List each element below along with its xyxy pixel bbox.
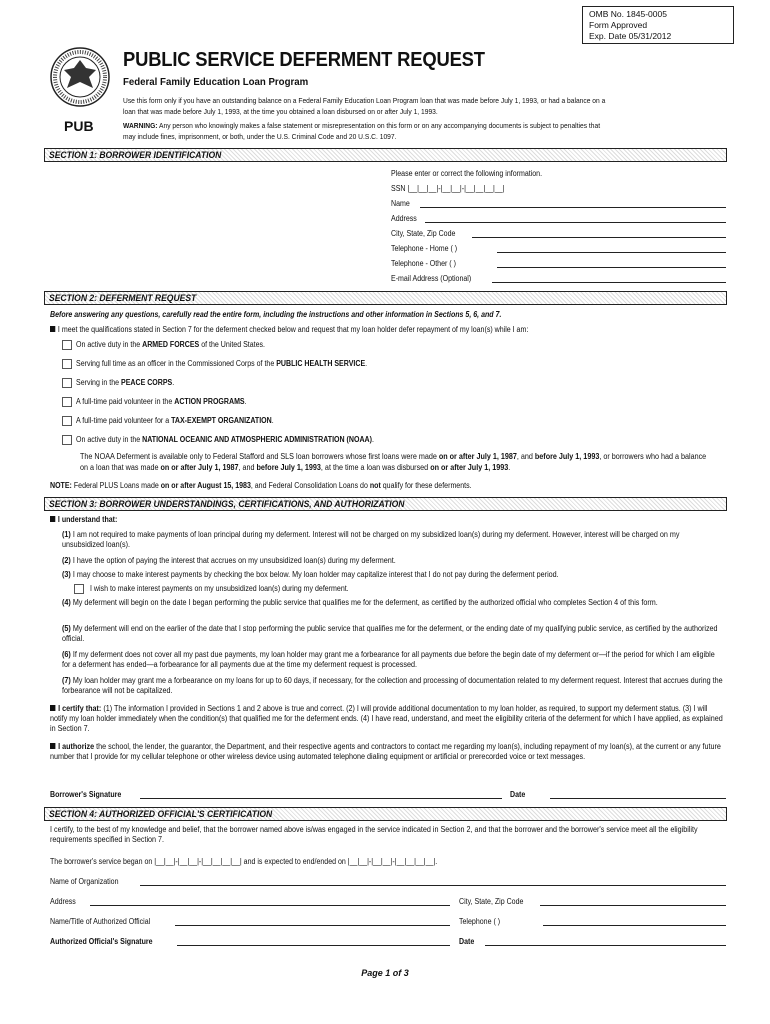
option-peace-corps: Serving in the PEACE CORPS. [76, 378, 175, 387]
section-2-instruction: Before answering any questions, carefully read the entire form, including the instructions and other information in Sections 5, 6, and 7. [50, 310, 502, 319]
official-telephone-label: Telephone ( ) [459, 917, 501, 926]
official-telephone-field[interactable] [543, 925, 726, 926]
understanding-item-5: (5) My deferment will end on the earlier of the date that I stop performing the public service that qualifies me for the deferment, or the ending date of my qualifying public service, as certified by the authorized official. [62, 624, 718, 643]
omb-approved: Form Approved [589, 20, 648, 30]
city-field[interactable] [472, 237, 726, 238]
page-subtitle: Federal Family Education Loan Program [123, 76, 309, 88]
address-label: Address [391, 214, 417, 223]
telephone-other-field[interactable] [497, 267, 726, 268]
armed-forces-checkbox[interactable] [62, 340, 72, 350]
address-field[interactable] [425, 222, 726, 223]
understand-heading: I understand that: [50, 514, 117, 525]
name-field[interactable] [420, 207, 726, 208]
official-date-label: Date [459, 937, 475, 946]
form-code: PUB [64, 118, 94, 134]
official-date-field[interactable] [485, 945, 726, 946]
city-label: City, State, Zip Code [391, 229, 456, 238]
option-tax-exempt: A full-time paid volunteer for a TAX-EXEMPT ORGANIZATION. [76, 416, 274, 425]
borrower-signature-label: Borrower's Signature [50, 790, 122, 799]
omb-box [582, 6, 734, 44]
option-public-health: Serving full time as an officer in the Commissioned Corps of the PUBLIC HEALTH SERVICE. [76, 359, 368, 368]
section-1-header: SECTION 1: BORROWER IDENTIFICATION [44, 148, 727, 162]
name-label: Name [391, 199, 410, 208]
telephone-home-field[interactable] [497, 252, 726, 253]
official-city-field[interactable] [540, 905, 726, 906]
action-programs-checkbox[interactable] [62, 397, 72, 407]
omb-expiration: Exp. Date 05/31/2012 [589, 31, 672, 41]
understanding-item-1: (1) I am not required to make payments of loan principal during my deferment. Interest will not be charged on my subsidized loan(s) during my deferment. However, interest will be charged on my unsubsidized loan(s). [62, 530, 680, 549]
section-2-meet: I meet the qualifications stated in Section 7 for the deferment checked below and request that my loan holder defer repayment of my loan(s) while I am: [50, 324, 528, 335]
bullet-square-icon [50, 516, 55, 522]
official-address-field[interactable] [90, 905, 450, 906]
bullet-square-icon [50, 326, 55, 332]
organization-field[interactable] [140, 885, 726, 886]
organization-label: Name of Organization [50, 877, 119, 886]
noaa-note: The NOAA Deferment is available only to Federal Stafford and SLS loan borrowers whose first loans were made on or after July 1, 1987, and before July 1, 1993, or borrowers who had a balance on a loan that was made on or after July 1, 1987, and before July 1, 1993, at the time a loan was disbursed on or after July 1, 1993. [80, 452, 707, 472]
tax-exempt-checkbox[interactable] [62, 416, 72, 426]
official-signature-field[interactable] [177, 945, 450, 946]
bullet-square-icon [50, 705, 55, 711]
email-field[interactable] [492, 282, 726, 283]
understanding-item-6: (6) If my deferment does not cover all my past due payments, my loan holder may grant me a forbearance for all payments due before the begin date of my deferment or—if the period for which I am eligible for a deferment has ended—a forbearance for all payments due at the time my deferment request is processed. [62, 650, 715, 669]
borrower-date-label: Date [510, 790, 526, 799]
intro-text: Use this form only if you have an outstanding balance on a Federal Family Education Loan Program loan that was made before July 1, 1993, or had a balance on a loan that was made before July 1, 1993, at the time you obtained a loan disbursed on or after July 1, 1993. [123, 96, 606, 116]
borrower-signature-field[interactable] [140, 798, 502, 799]
understanding-item-3: (3) I may choose to make interest payments by checking the box below. My loan holder may capitalize interest that I do not pay during the deferment period. [62, 570, 559, 579]
understanding-item-7: (7) My loan holder may grant me a forbearance on my loans for up to 60 days, if necessary, for the collection and processing of documentation related to my deferment request. Interest that accrues during the forbearance will not be capitalized. [62, 676, 723, 695]
page-title: PUBLIC SERVICE DEFERMENT REQUEST [123, 49, 485, 71]
official-name-title-field[interactable] [175, 925, 450, 926]
interest-payment-label: I wish to make interest payments on my unsubsidized loan(s) during my deferment. [90, 584, 349, 593]
email-label: E-mail Address (Optional) [391, 274, 472, 283]
understanding-item-4: (4) My deferment will begin on the date I began performing the public service that qualifies me for the deferment, as certified by the authorized official who completes Section 4 of this form. [62, 598, 658, 607]
telephone-other-label: Telephone - Other ( ) [391, 259, 456, 268]
ssn-field[interactable]: SSN |__|__|__|-|__|__|-|__|__|__|__| [391, 184, 505, 193]
plus-loans-note: NOTE: Federal PLUS Loans made on or after August 15, 1983, and Federal Consolidation Loans do not qualify for these deferments. [50, 481, 472, 490]
official-address-label: Address [50, 897, 76, 906]
authorize-statement: I authorize the school, the lender, the guarantor, the Department, and their respective agents and contractors to contact me regarding my loan(s), including repayment of my loan(s), at the current or any future number that I provide for my cellular telephone or other wireless device using automated telephone dialing equipment or artificial or prerecorded voice or text messages. [50, 742, 721, 761]
section-1-prompt: Please enter or correct the following information. [391, 169, 543, 178]
option-noaa: On active duty in the NATIONAL OCEANIC AND ATMOSPHERIC ADMINISTRATION (NOAA). [76, 435, 374, 444]
peace-corps-checkbox[interactable] [62, 378, 72, 388]
option-action-programs: A full-time paid volunteer in the ACTION PROGRAMS. [76, 397, 247, 406]
service-dates-field[interactable]: The borrower's service began on |__|__|-|__|__|-|__|__|__|__| and is expected to end/ended on |__|__|-|__|__|-|__|__|__|__|. [50, 857, 438, 866]
department-seal-icon [49, 46, 111, 108]
official-city-label: City, State, Zip Code [459, 897, 524, 906]
telephone-home-label: Telephone - Home ( ) [391, 244, 458, 253]
official-signature-label: Authorized Official's Signature [50, 937, 153, 946]
interest-payment-checkbox[interactable] [74, 584, 84, 594]
option-armed-forces: On active duty in the ARMED FORCES of the United States. [76, 340, 265, 349]
omb-number: OMB No. 1845-0005 [589, 9, 667, 19]
official-name-title-label: Name/Title of Authorized Official [50, 917, 151, 926]
official-certify-text: I certify, to the best of my knowledge and belief, that the borrower named above is/was engaged in the service indicated in Section 2, and that the borrower and the borrower's service meet all the eligibility requirements specified in Section 7. [50, 825, 698, 844]
public-health-checkbox[interactable] [62, 359, 72, 369]
section-4-header: SECTION 4: AUTHORIZED OFFICIAL'S CERTIFICATION [44, 807, 727, 821]
noaa-checkbox[interactable] [62, 435, 72, 445]
understanding-item-2: (2) I have the option of paying the interest that accrues on my unsubsidized loan(s) during my deferment. [62, 556, 396, 565]
borrower-date-field[interactable] [550, 798, 726, 799]
bullet-square-icon [50, 743, 55, 749]
certify-statement: I certify that: (1) The information I provided in Sections 1 and 2 above is true and correct. (2) I will provide additional documentation to my loan holder, as required, to support my deferment status. (3) I will notify my loan holder immediately when the condition(s) that qualified me for the deferment ends. (4) I have read, understand, and meet the eligibility criteria of the deferment for which I have applied, as explained in Section 7. [50, 704, 723, 733]
section-2-header: SECTION 2: DEFERMENT REQUEST [44, 291, 727, 305]
warning-text: WARNING: Any person who knowingly makes a false statement or misrepresentation on this form or on any accompanying documents is subject to penalties that may include fines, imprisonment, or both, under the U.S. Criminal Code and 20 U.S.C. 1097. [123, 121, 601, 141]
section-3-header: SECTION 3: BORROWER UNDERSTANDINGS, CERTIFICATIONS, AND AUTHORIZATION [44, 497, 727, 511]
page-number: Page 1 of 3 [361, 968, 409, 978]
